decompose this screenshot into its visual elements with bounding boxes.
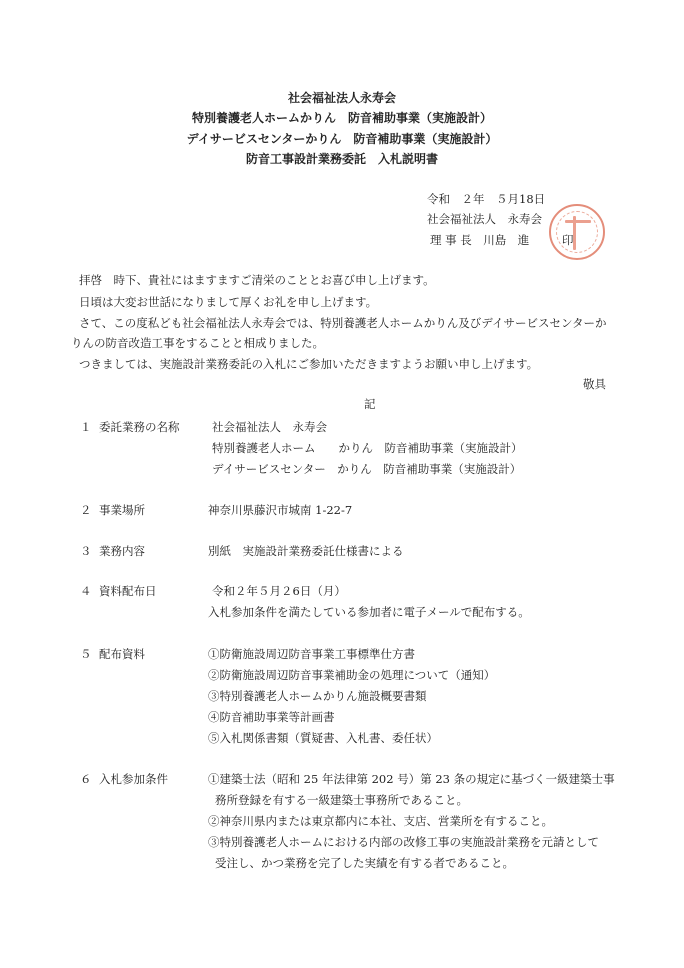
item-line: 別紙 実施設計業務委託仕様書による xyxy=(208,544,404,558)
thanks-paragraph: 日頃は大変お世話になりまして厚くお礼を申し上げます。 xyxy=(79,295,378,309)
request-paragraph: つきましては、実施設計業務委託の入札にご参加いただきますようお願い申し上げます。 xyxy=(79,357,539,371)
header-org: 社会福祉法人永寿会 xyxy=(287,91,396,105)
item-number: ２ xyxy=(80,503,92,517)
item-line: ③特別養護老人ホームにおける内部の改修工事の実施設計業務を元請として xyxy=(208,835,599,849)
item-label: 業務内容 xyxy=(99,544,145,558)
item-label: 入札参加条件 xyxy=(99,772,168,786)
header-line-document-title: 防音工事設計業務委託 入札説明書 xyxy=(245,152,438,166)
item-number: １ xyxy=(80,420,92,434)
issue-date: 令和 ２年 ５月18日 xyxy=(427,192,546,206)
item-line: 受注し、かつ業務を完了した実績を有する者であること。 xyxy=(215,856,514,870)
item-label: 事業場所 xyxy=(99,503,145,517)
item-line: ②神奈川県内または東京都内に本社、支店、営業所を有すること。 xyxy=(208,814,553,828)
item-line: 務所登録を有する一級建築士事務所であること。 xyxy=(215,793,468,807)
item-line: ①建築士法（昭和 25 年法律第 202 号）第 23 条の規定に基づく一級建築士事 xyxy=(208,772,615,786)
item-line: 神奈川県藤沢市城南 1-22-7 xyxy=(208,503,353,517)
item-line: ①防衛施設周辺防音事業工事標準仕方書 xyxy=(208,647,415,661)
item-line: ②防衛施設周辺防音事業補助金の処理について（通知） xyxy=(208,668,496,682)
item-number: ４ xyxy=(80,584,92,598)
item-label: 委託業務の名称 xyxy=(99,420,180,434)
header-line-day-service: デイサービスセンターかりん 防音補助事業（実施設計） xyxy=(186,132,498,146)
item-number: ３ xyxy=(80,544,92,558)
item-line: 令和２年５月２6日（月） xyxy=(212,584,346,598)
header-line-nursing-home: 特別養護老人ホームかりん 防音補助事業（実施設計） xyxy=(191,111,492,125)
item-line: 入札参加条件を満たしている参加者に電子メールで配布する。 xyxy=(208,605,530,619)
announcement-line-1: さて、この度私ども社会福祉法人永寿会では、特別養護老人ホームかりん及びデイサービスセンターか xyxy=(79,316,607,330)
item-line: ⑤入札関係書類（質疑書、入札書、委任状） xyxy=(208,731,438,745)
seal-char: 印 xyxy=(562,233,574,247)
ki-heading: 記 xyxy=(364,397,376,411)
item-line: ③特別養護老人ホームかりん施設概要書類 xyxy=(208,689,427,703)
item-line: 特別養護老人ホーム かりん 防音補助事業（実施設計） xyxy=(212,441,523,455)
seal-stamp-icon xyxy=(549,204,605,260)
greeting-paragraph: 拝啓 時下、貴社にはますますご清栄のこととお喜び申し上げます。 xyxy=(79,273,435,287)
sender-org: 社会福祉法人 永寿会 xyxy=(427,212,542,226)
item-line: 社会福祉法人 永寿会 xyxy=(212,420,327,434)
item-number: ５ xyxy=(80,647,92,661)
item-line: ④防音補助事業等計画書 xyxy=(208,710,335,724)
closing-keigu: 敬具 xyxy=(583,377,606,391)
item-number: ６ xyxy=(80,772,92,786)
item-label: 配布資料 xyxy=(99,647,145,661)
item-line: デイサービスセンター かりん 防音補助事業（実施設計） xyxy=(212,462,522,476)
announcement-line-2: りんの防音改造工事をすることと相成りました。 xyxy=(71,336,324,350)
sender-person: 理 事 長 川島 進 xyxy=(430,233,530,247)
item-label: 資料配布日 xyxy=(99,584,157,598)
